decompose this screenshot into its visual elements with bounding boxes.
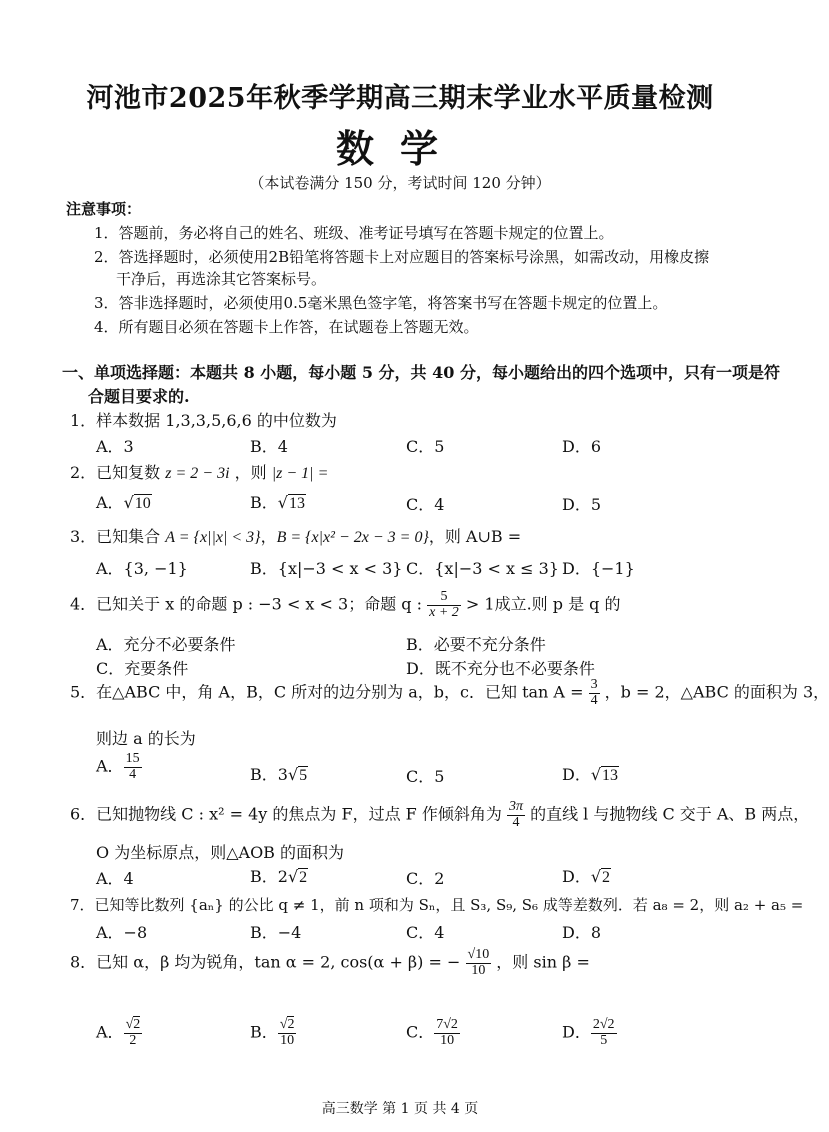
q1-option-b: B．4 (250, 437, 288, 456)
q6-fraction (507, 800, 525, 830)
section-heading: 一、单项选择题：本题共 8 小题，每小题 5 分，共 40 分，每小题给出的四个选项中，只有一项是符 (62, 363, 780, 382)
q6-b-radicand: 2 (299, 869, 308, 886)
q8-b-num: √2 (279, 1017, 295, 1032)
q8-fraction (466, 948, 492, 978)
q2-b-label: B． (250, 493, 278, 512)
q6-d-radicand: 2 (602, 869, 611, 886)
q4-pre: 4．已知关于 x 的命题 p : −3 < x < 3；命题 q : (70, 594, 423, 614)
q2-mid: ，则 (234, 463, 267, 482)
q6-option-b (250, 864, 308, 887)
section-heading-cont: 合题目要求的. (88, 387, 190, 406)
q2-a-label: A． (96, 493, 124, 512)
q3-set-b: B = {x|x² − 2x − 3 = 0} (276, 529, 429, 546)
question-8 (70, 948, 590, 978)
q8-option-c (406, 1018, 460, 1048)
q6-d-label: D． (562, 867, 591, 886)
q5-option-a (96, 752, 142, 782)
q2-option-c: C．4 (406, 495, 445, 514)
notice-item-2: 2．答选择题时，必须使用2B铅笔将答题卡上对应题目的答案标号涂黑，如需改动，用橡皮擦 (94, 248, 710, 266)
q8-post: ，则 sin β = (496, 952, 590, 972)
q5-a-num: 15 (125, 751, 140, 766)
q8-den: 10 (471, 962, 486, 978)
question-1: 1．样本数据 1,3,3,5,6,6 的中位数为 (70, 411, 337, 430)
q8-b-den: 10 (280, 1032, 295, 1048)
q3-option-d: D．{−1} (562, 559, 635, 578)
q4-fraction (427, 590, 461, 620)
q1-option-d: D．6 (562, 437, 602, 456)
q8-num: √10 (467, 947, 490, 962)
q1-option-a: A．3 (96, 437, 134, 456)
q8-pre: 8．已知 α，β 均为锐角，tan α = 2, cos(α + β) = − (70, 952, 461, 972)
q5-d-radicand: 13 (602, 767, 619, 784)
q6-num: 3π (508, 799, 523, 814)
q4-option-d: D．既不充分也不必要条件 (406, 659, 595, 678)
q8-a-den: 2 (129, 1032, 137, 1048)
q5-a-den: 4 (129, 766, 137, 782)
q8-b-label: B． (250, 1022, 278, 1042)
q8-d-num: 2√2 (592, 1017, 615, 1032)
q8-a-label: A． (96, 1022, 124, 1042)
q8-c-label: C． (406, 1022, 435, 1042)
sqrt-sign: √10 (123, 493, 151, 512)
q3-option-c: C．{x|−3 < x ≤ 3} (406, 559, 559, 578)
q5-option-d (562, 762, 619, 785)
q7-option-d: D．8 (562, 923, 602, 942)
sqrt-sign: √5 (287, 765, 308, 784)
q2-b-radicand: 13 (288, 495, 305, 512)
q8-a-fraction (124, 1018, 143, 1048)
exam-note: （本试卷满分 150 分，考试时间 120 分钟） (249, 174, 551, 192)
sqrt-sign: √13 (277, 493, 305, 512)
q4-num: 5 (427, 590, 461, 606)
q5-a-label: A． (96, 756, 124, 776)
q8-d-label: D． (562, 1022, 591, 1042)
q4-option-b: B．必要不充分条件 (406, 635, 546, 654)
q2-expr: z = 2 − 3i (165, 465, 230, 482)
q7-option-a: A．−8 (96, 923, 148, 942)
sqrt-sign: √13 (590, 765, 619, 784)
question-3 (70, 524, 521, 547)
question-6 (70, 800, 809, 830)
q2-pre: 2．已知复数 (70, 463, 161, 482)
q8-a-num: √2 (125, 1017, 141, 1032)
sqrt-sign: √2 (287, 867, 308, 886)
q5-option-b (250, 762, 308, 785)
q4-post: > 1成立.则 p 是 q 的 (465, 594, 621, 614)
q8-c-num: 7√2 (436, 1017, 458, 1032)
q6-pre: 6．已知抛物线 C : x² = 4y 的焦点为 F，过点 F 作倾斜角为 (70, 804, 502, 824)
q8-d-fraction (591, 1018, 617, 1048)
subject-title: 数学 (335, 127, 464, 171)
notice-item-4: 4．所有题目必须在答题卡上作答，在试题卷上答题无效。 (94, 318, 479, 336)
q5-num: 3 (590, 677, 598, 692)
q4-option-a: A．充分不必要条件 (96, 635, 236, 654)
notice-item-1: 1．答题前，务必将自己的姓名、班级、准考证号填写在答题卡规定的位置上。 (94, 224, 614, 242)
q7-option-b: B．−4 (250, 923, 302, 942)
q3-pre: 3．已知集合 (70, 527, 161, 546)
exam-title: 河池市2025年秋季学期高三期末学业水平质量检测 (86, 83, 714, 114)
q6-den: 4 (512, 814, 520, 830)
q6-b-label: B．2 (250, 867, 288, 886)
q3-post: ，则 A∪B = (428, 527, 522, 546)
q8-option-a (96, 1018, 142, 1048)
question-5-cont: 则边 a 的长为 (96, 729, 196, 748)
q5-b-label: B．3 (250, 765, 288, 784)
question-2 (70, 460, 328, 483)
q5-post: ，b = 2，△ABC 的面积为 3， (604, 682, 829, 702)
q8-b-fraction (278, 1018, 297, 1048)
q5-fraction (589, 678, 600, 708)
q3-set-a: A = {x||x| < 3} (165, 529, 261, 546)
page-footer: 高三数学 第 1 页 共 4 页 (321, 1101, 479, 1117)
q3-option-b: B．{x|−3 < x < 3} (250, 559, 403, 578)
notice-heading: 注意事项： (66, 200, 142, 218)
q5-d-label: D． (562, 765, 591, 784)
q2-option-a (96, 490, 152, 513)
q3-option-a: A．{3, −1} (96, 559, 188, 578)
q5-den: 4 (590, 692, 598, 708)
q6-option-d (562, 864, 611, 887)
q6-option-a: A．4 (96, 869, 134, 888)
q8-c-fraction (434, 1018, 460, 1048)
q8-a-radicand: 2 (133, 1017, 141, 1032)
q4-option-c: C．充要条件 (96, 659, 189, 678)
q8-option-d (562, 1018, 617, 1048)
notice-item-2-cont: 干净后，再选涂其它答案标号。 (116, 270, 327, 288)
q8-d-den: 5 (600, 1032, 608, 1048)
q2-option-b (250, 490, 306, 513)
q2-a-radicand: 10 (134, 495, 151, 512)
notice-item-3: 3．答非选择题时，必须使用0.5毫米黑色签字笔，将答案书写在答题卡规定的位置上。 (94, 294, 668, 312)
sqrt-sign: √2 (590, 867, 611, 886)
q4-den: x + 2 (429, 604, 459, 620)
q8-c-den: 10 (440, 1032, 455, 1048)
question-7: 7．已知等比数列 {aₙ} 的公比 q ≠ 1，前 n 项和为 Sₙ，且 S₃, S₉, S₆ 成等差数列．若 a₈ = 2，则 a₂ + a₅ = (70, 896, 804, 914)
q6-option-c: C．2 (406, 869, 445, 888)
q2-abs: |z − 1| = (271, 465, 329, 482)
q3-sep: ， (260, 527, 277, 546)
q8-b-radicand: 2 (287, 1017, 295, 1032)
q5-pre: 5．在△ABC 中，角 A，B，C 所对的边分别为 a，b，c．已知 tan A = (70, 682, 584, 702)
q6-post: 的直线 l 与抛物线 C 交于 A、B 两点， (530, 804, 810, 824)
question-6-cont: O 为坐标原点，则△AOB 的面积为 (96, 843, 345, 862)
question-5 (70, 678, 829, 708)
q7-option-c: C．4 (406, 923, 445, 942)
q5-option-c: C．5 (406, 767, 445, 786)
q8-option-b (250, 1018, 296, 1048)
q2-option-d: D．5 (562, 495, 602, 514)
q1-option-c: C．5 (406, 437, 445, 456)
q5-a-fraction (124, 752, 142, 782)
q5-b-radicand: 5 (299, 767, 308, 784)
question-4 (70, 590, 620, 620)
